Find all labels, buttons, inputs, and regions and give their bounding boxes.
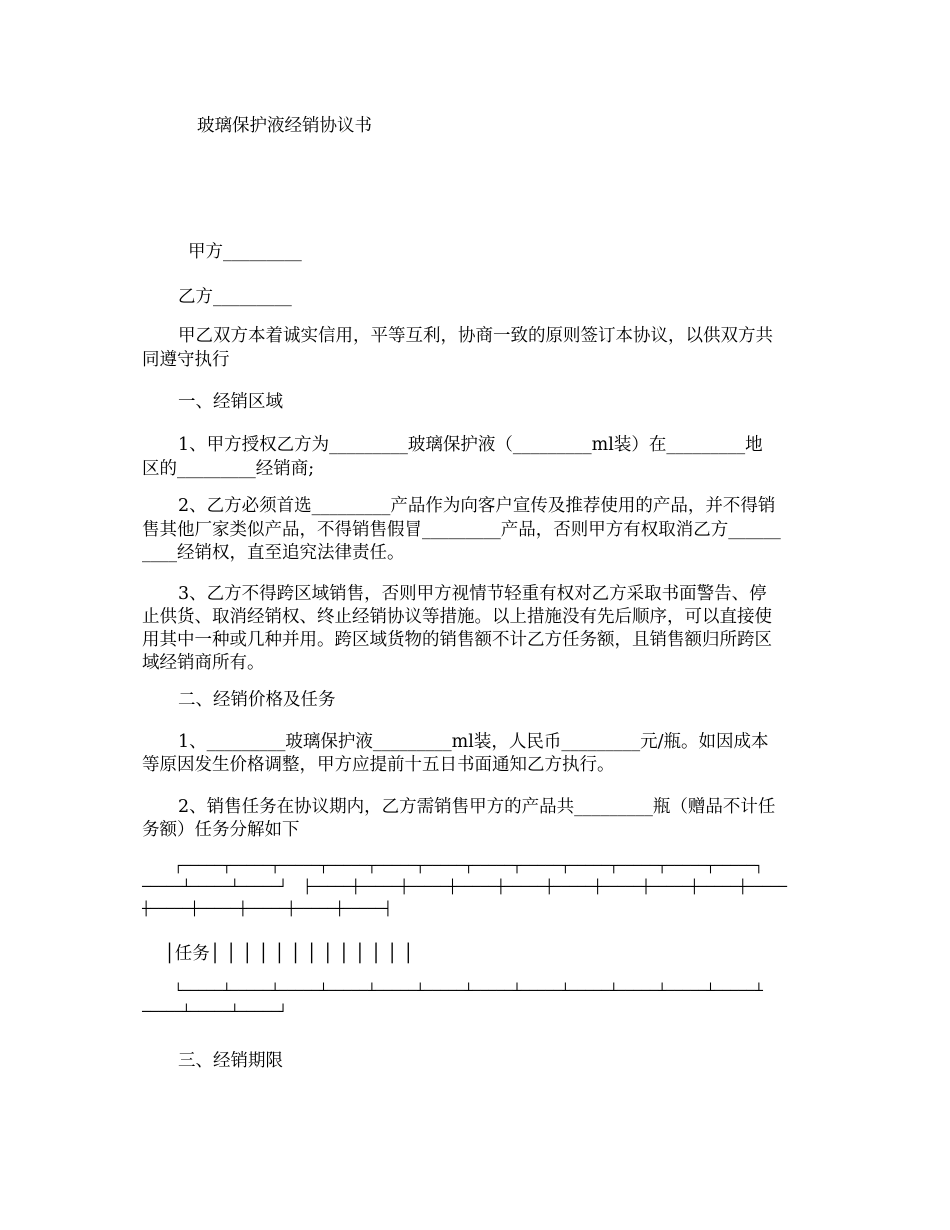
task-row: │任务│ │ │ │ │ │ │ │ │ │ │ │ │ xyxy=(142,944,414,964)
paragraph-line: 3、乙方不得跨区域销售，否则甲方视情节轻重有权对乙方采取书面警告、停 xyxy=(178,584,767,604)
table-border-line: ─────┴─────┴─────┘ xyxy=(142,1005,288,1020)
paragraph-line: 同遵守执行 xyxy=(142,350,230,370)
document-title: 玻璃保护液经销协议书 xyxy=(197,116,372,136)
paragraph-line: 售其他厂家类似产品，不得销售假冒_________产品，否则甲方有权取消乙方______ xyxy=(142,520,781,540)
party-b-line: 乙方_________ xyxy=(178,287,292,307)
paragraph-line: 2、乙方必须首选_________产品作为向客户宣传及推荐使用的产品，并不得销 xyxy=(178,496,776,516)
table-border-line: ─────┴─────┴─────┘ ├─────┼─────┼─────┼─────┼─────┼─────┼─────┼─────┼─────┼───── xyxy=(142,880,787,895)
paragraph-line: ____经销权，直至追究法律责任。 xyxy=(142,543,405,563)
party-a-line: 甲方_________ xyxy=(188,242,302,262)
section-heading: 二、经销价格及任务 xyxy=(178,690,336,710)
paragraph-line: 2、销售任务在协议期内，乙方需销售甲方的产品共_________瓶（赠品不计任 xyxy=(178,797,776,817)
paragraph-line: 域经销商所有。 xyxy=(142,653,265,673)
paragraph-line: 用其中一种或几种并用。跨区域货物的销售额不计乙方任务额，且销售额归所跨区 xyxy=(142,630,772,650)
paragraph-line: 1、_________玻璃保护液_________ml装，人民币_________元/瓶。如因成本 xyxy=(178,732,769,752)
paragraph-line: 甲乙双方本着诚实信用，平等互利，协商一致的原则签订本协议，以供双方共 xyxy=(178,326,773,346)
paragraph-line: 区的_________经销商; xyxy=(142,459,315,479)
paragraph-line: 等原因发生价格调整，甲方应提前十五日书面通知乙方执行。 xyxy=(142,755,615,775)
table-border-line: └─────┴─────┴─────┴─────┴─────┴─────┴─────┴─────┴─────┴─────┴─────┴─────┴ xyxy=(142,984,763,999)
section-heading: 一、经销区域 xyxy=(178,392,283,412)
table-border-line: ┼─────┼─────┼─────┼─────┼─────┤ xyxy=(142,902,392,917)
paragraph-line: 务额）任务分解如下 xyxy=(142,820,300,840)
paragraph-line: 止供货、取消经销权、终止经销协议等措施。以上措施没有先后顺序，可以直接使 xyxy=(142,607,772,627)
section-heading: 三、经销期限 xyxy=(178,1051,283,1071)
paragraph-line: 1、甲方授权乙方为_________玻璃保护液（_________ml装）在_________地 xyxy=(178,435,763,455)
table-border-line: ┌─────┬─────┬─────┬─────┬─────┬─────┬─────┬─────┬─────┬─────┬─────┬─────┐ xyxy=(142,859,763,874)
